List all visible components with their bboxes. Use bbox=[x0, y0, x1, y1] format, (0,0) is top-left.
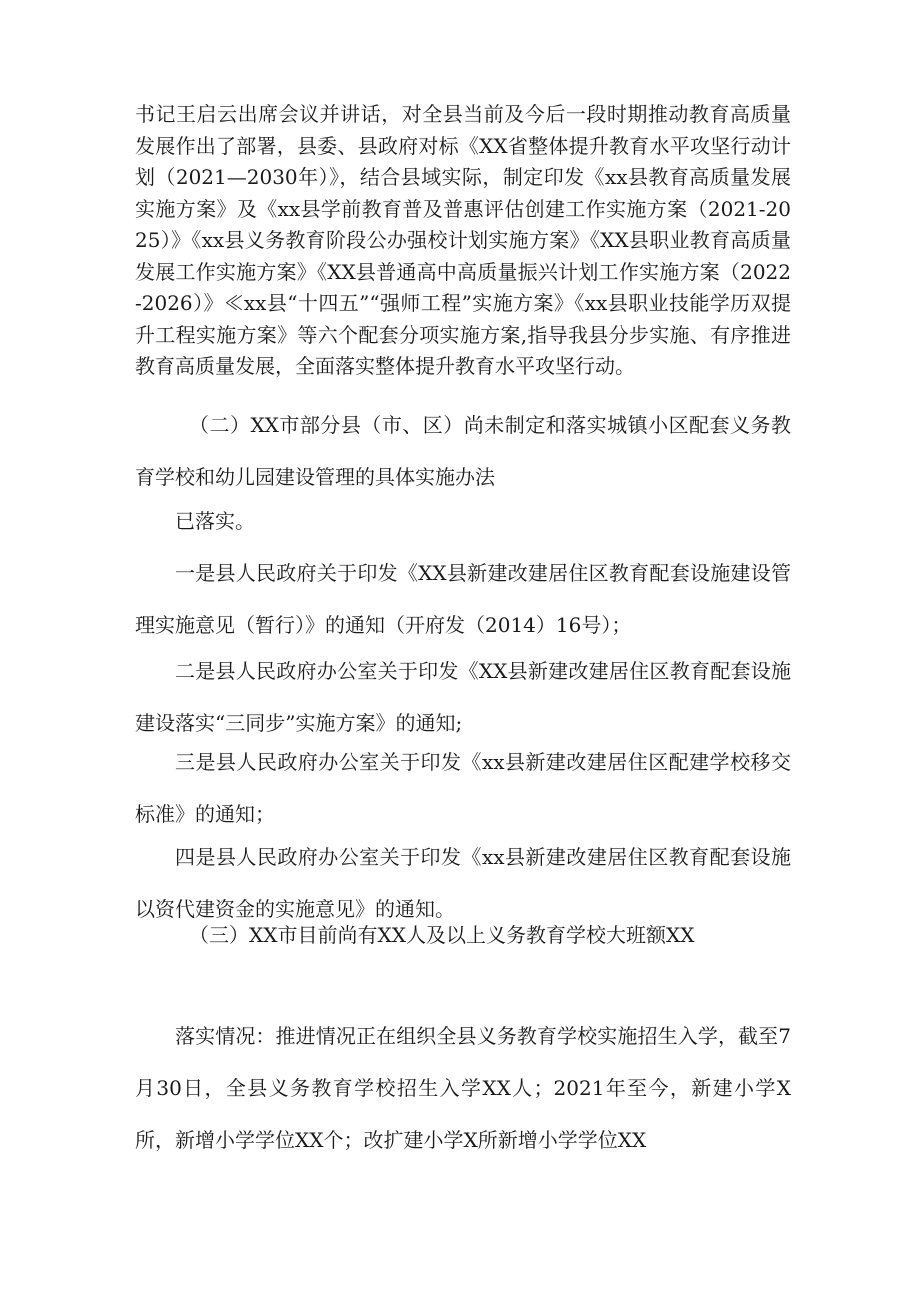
list-item-1: 一是县人民政府关于印发《XX县新建改建居住区教育配套设施建设管理实施意见（暂行）》的通知（开府发（2014）16号）； bbox=[135, 561, 791, 637]
list-item-2: 二是县人民政府办公室关于印发《XX县新建改建居住区教育配套设施建设落实“三同步”实施方案》的通知; bbox=[135, 659, 791, 735]
list-item-4: 四是县人民政府办公室关于印发《xx县新建改建居住区教育配套设施以资代建资金的实施意见》的通知。 bbox=[135, 845, 791, 921]
status-text: 已落实。 bbox=[175, 509, 255, 533]
list-item-3: 三是县人民政府办公室关于印发《xx县新建改建居住区配建学校移交标准》的通知； bbox=[135, 750, 791, 826]
section-heading-2: （二）XX市部分县（市、区）尚未制定和落实城镇小区配套义务教育学校和幼儿园建设管理的具体实施办法 bbox=[135, 413, 791, 489]
paragraph-progress: 落实情况：推进情况正在组织全县义务教育学校实施招生入学，截至7月30日，全县义务教育学校招生入学XX人；2021年至今，新建小学X所，新增小学学位XX个；改扩建小学X所新增小学学位XX bbox=[135, 1024, 791, 1152]
paragraph-policy-overview: 书记王启云出席会议并讲话，对全县当前及今后一段时期推动教育高质量发展作出了部署，县委、县政府对标《XX省整体提升教育水平攻坚行动计划（2021—2030年）》，结合县域实际，制定印发《xx县教育高质量发展实施方案》及《xx县学前教育普及普惠评估创建工作实施方案（2021-2025）》《xx县义务教育阶段公办强校计划实施方案》《XX县职业教育高质量发展工作实施方案》《XX县普通高中高质量振兴计划工作实施方案（2022-2026）》≪xx县“十四五”“强师工程”实施方案》《xx县职业技能学历双提升工程实施方案》等六个配套分项实施方案,指导我县分步实施、有序推进教育高质量发展，全面落实整体提升教育水平攻坚行动。 bbox=[135, 102, 791, 378]
section-heading-3: （三）XX市目前尚有XX人及以上义务教育学校大班额XX bbox=[189, 923, 695, 947]
